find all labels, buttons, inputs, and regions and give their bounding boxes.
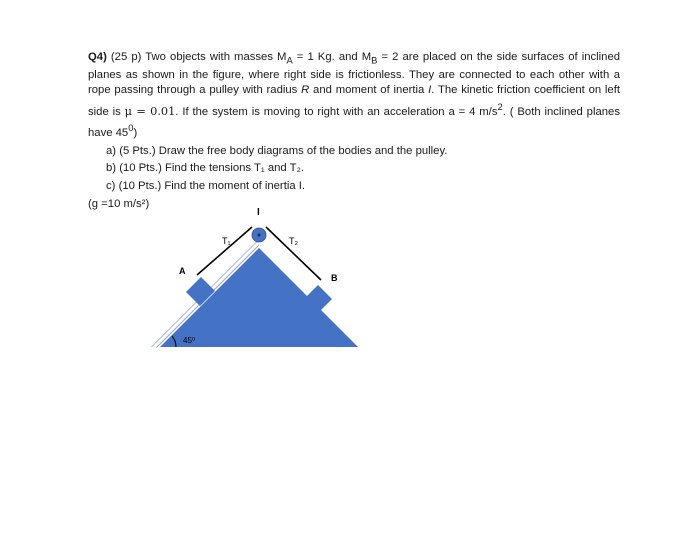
inclined-planes-figure <box>60 36 650 506</box>
part-a-label: a) <box>106 144 117 157</box>
part-c-text: (10 Pts.) Find the moment of inertia I. <box>118 179 306 192</box>
pulley-label: I <box>257 207 260 218</box>
question-text-8: ) <box>133 127 138 140</box>
question-text-4: and moment of inertia <box>309 84 429 97</box>
question-text-6: . If the system is moving to right with an acceleration a = 4 m/s <box>175 105 498 118</box>
angle-exponent: 0 <box>128 122 134 134</box>
question-text-1: Two objects with masses M <box>145 51 287 63</box>
pulley-axle <box>258 234 261 237</box>
question-text-3: = 2 are placed on the side surfaces of inclined planes as shown in the figure, where right side is frictionless. They are connected to each other with a rope passing through a pulley with radius <box>88 51 621 97</box>
question-text-2: = 1 Kg. and M <box>292 51 372 63</box>
part-b-text: (10 Pts.) Find the tensions T₁ and T₂. <box>119 162 305 175</box>
part-c-label: c) <box>106 179 116 192</box>
question-text-7: . ( Both inclined planes have 45 <box>88 105 620 140</box>
tension-t2-label: T₂ <box>289 236 298 246</box>
friction-coefficient: μ = 0.01 <box>124 104 176 118</box>
mass-a-label: A <box>179 266 186 276</box>
mass-b-label: B <box>331 273 338 283</box>
gravity-note: (g =10 m/s²) <box>88 197 150 210</box>
tension-t1-label: T₁ <box>222 236 231 246</box>
question-points: (25 p) <box>110 51 142 63</box>
question-text-5: . The kinetic friction coefficient on left side is <box>88 84 620 118</box>
part-b-label: b) <box>106 162 117 175</box>
accel-exponent: 2 <box>497 101 503 113</box>
angle-label: 45⁰ <box>183 336 196 345</box>
mass-b-subscript: B <box>371 54 378 66</box>
inertia-symbol: I <box>428 84 432 97</box>
question-sheet <box>60 36 650 506</box>
mass-a-subscript: A <box>286 54 293 66</box>
radius-symbol: R <box>301 84 310 97</box>
question-number: Q4) <box>88 51 107 63</box>
part-a-text: (5 Pts.) Draw the free body diagrams of the bodies and the pulley. <box>119 144 448 157</box>
